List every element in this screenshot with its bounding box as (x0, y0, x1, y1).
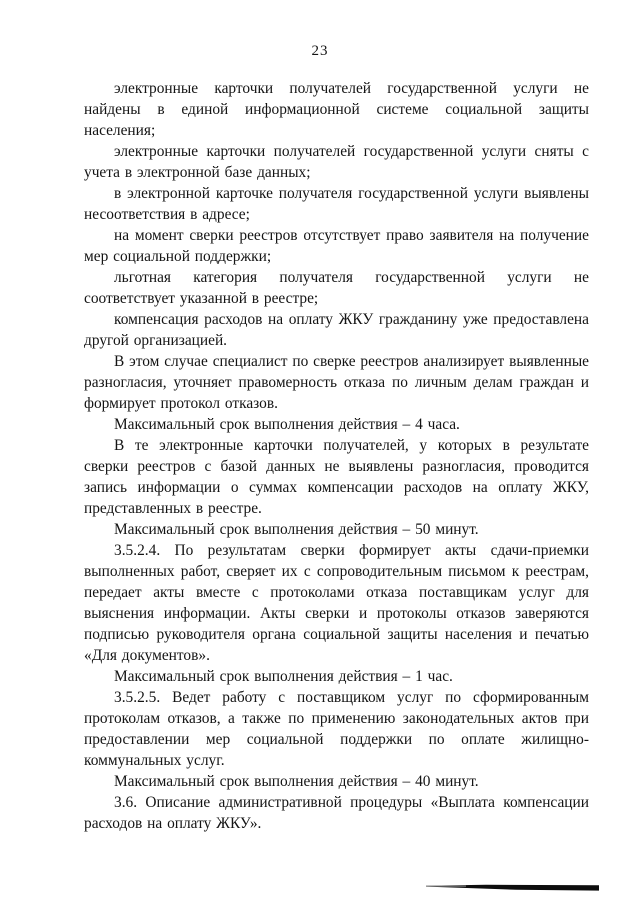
max-duration-line: Максимальный срок выполнения действия – 50 минут. (114, 521, 479, 538)
document-paragraph: в электронной карточке получателя государственной услуги выявлены несоответствия в адресе; (84, 185, 589, 223)
document-body (84, 78, 589, 834)
max-duration-line: Максимальный срок выполнения действия – 40 минут. (114, 773, 479, 790)
document-paragraph: на момент сверки реестров отсутствует право заявителя на получение мер социальной поддержки; (84, 227, 589, 265)
document-paragraph: 3.5.2.5. Ведет работу с поставщиком услуг по сформированным протоколам отказов, а также по применению законодательных актов при предоставлении мер социальной поддержки по оплате жилищно-коммунальных услуг. (84, 689, 589, 769)
page-number: 23 (311, 43, 329, 59)
document-paragraph: льготная категория получателя государственной услуги не соответствует указанной в реестре; (84, 269, 589, 307)
document-paragraph: 3.6. Описание административной процедуры «Выплата компенсации расходов на оплату ЖКУ». (84, 794, 589, 832)
document-paragraph: В те электронные карточки получателей, у которых в результате сверки реестров с базой данных не выявлены разногласия, проводится запись информации о суммах компенсации расходов на оплату ЖКУ, представленных в реестре. (84, 437, 589, 517)
document-paragraph: электронные карточки получателей государственной услуги сняты с учета в электронной базе данных; (84, 143, 589, 181)
scan-artifact-line (426, 883, 600, 893)
max-duration-line: Максимальный срок выполнения действия – 4 часа. (114, 416, 460, 433)
max-duration-line: Максимальный срок выполнения действия – 1 час. (114, 668, 453, 685)
document-paragraph: В этом случае специалист по сверке реестров анализирует выявленные разногласия, уточняет правомерность отказа по личным делам граждан и формирует протокол отказов. (84, 353, 589, 412)
document-paragraph: электронные карточки получателей государственной услуги не найдены в единой информационной системе социальной защиты населения; (84, 80, 589, 139)
document-paragraph: компенсация расходов на оплату ЖКУ гражданину уже предоставлена другой организацией. (84, 311, 589, 349)
document-paragraph: 3.5.2.4. По результатам сверки формирует акты сдачи-приемки выполненных работ, сверяет их с сопроводительным письмом к реестрам, передает акты вместе с протоколами отказа поставщикам услуг для выяснения информации. Акты сверки и протоколы отказов заверяются подписью руководителя органа социальной защиты населения и печатью «Для документов». (84, 542, 589, 664)
